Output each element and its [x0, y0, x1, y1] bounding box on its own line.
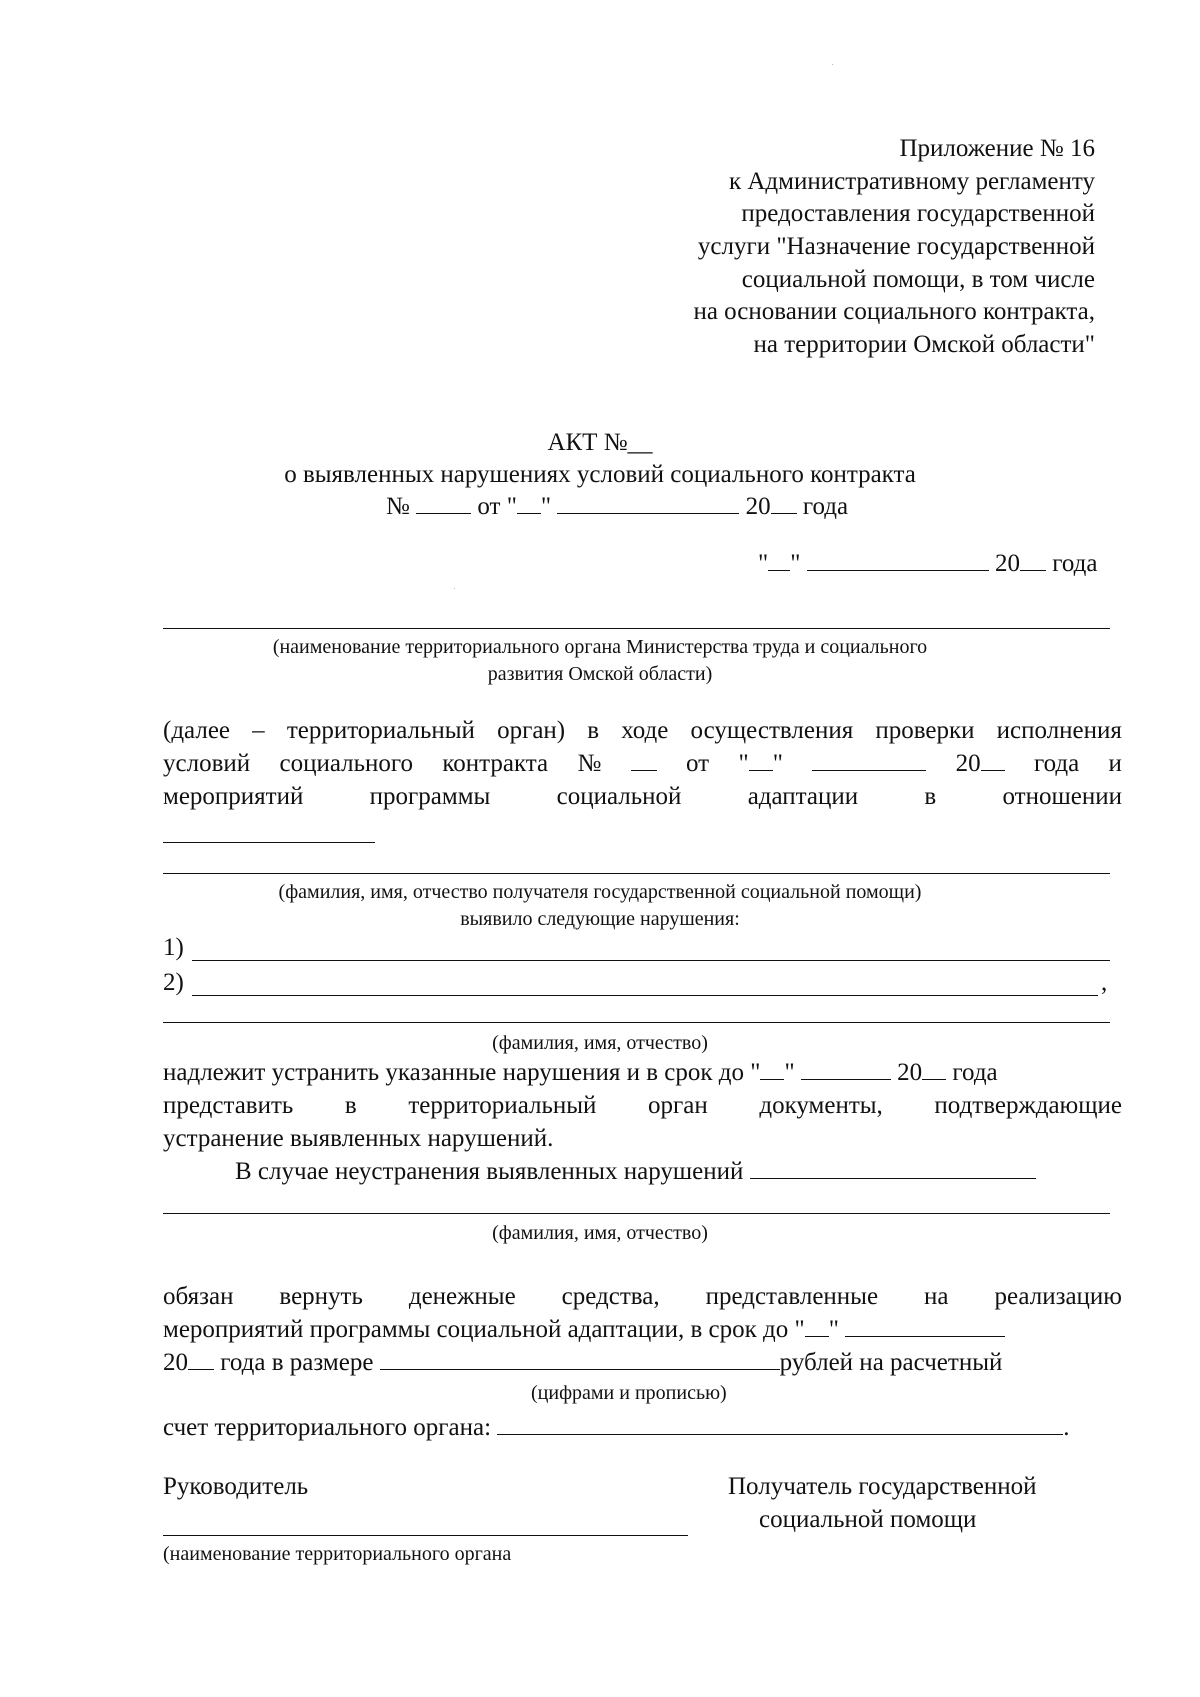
recipient-signature-title: Получатель государственной: [728, 1473, 1037, 1500]
from-label: от ": [477, 493, 517, 520]
year-blank: [188, 1369, 214, 1370]
recipient-caption: (фамилия, имя, отчество получателя государственной социальной помощи): [278, 881, 922, 903]
organ-caption: (наименование территориального органа Министерства труда и социального: [272, 636, 928, 658]
year-blank: [981, 770, 1005, 771]
day-blank: [760, 1079, 784, 1080]
fio-blank: [750, 1178, 1036, 1179]
paragraph-line: мероприятий программы социальной адаптации, в срок до " ": [163, 1317, 1005, 1342]
violation-item-line: [192, 995, 1098, 996]
appendix-line: услуги "Назначение государственной: [697, 233, 1095, 260]
day-blank: [517, 513, 541, 514]
year-blank: [771, 513, 797, 514]
act-date-line: [758, 551, 1097, 576]
contract-number-blank: [631, 770, 657, 771]
year-blank: [922, 1079, 946, 1080]
paragraph-line: счет территориального органа: .: [163, 1414, 1070, 1441]
year-word: года: [802, 493, 849, 520]
head-signature-title: Руководитель: [163, 1473, 309, 1500]
paragraph-line: В случае неустранения выявленных нарушений: [235, 1159, 1036, 1184]
year-word: года: [1052, 550, 1098, 577]
fio-line: [163, 1022, 1110, 1023]
amount-caption: (цифрами и прописью): [531, 1382, 727, 1404]
paragraph-line: 20 года в размере рублей на расчетный: [163, 1349, 1003, 1376]
paragraph-line: (далее – территориальный орган) в ходе осуществления проверки исполнения: [163, 717, 1122, 744]
recipient-name-line-start: [163, 842, 375, 843]
account-blank: [497, 1434, 1063, 1435]
month-blank: [845, 1336, 1005, 1337]
appendix-line: на основании социального контракта,: [693, 298, 1095, 325]
appendix-line: на территории Омской области": [753, 331, 1095, 358]
fio-line: [163, 1213, 1110, 1214]
quote-close: ": [540, 493, 552, 520]
violation-item-number: 1): [163, 934, 184, 961]
act-contract-line: [386, 494, 848, 519]
appendix-line: к Административному регламенту: [728, 168, 1095, 195]
paragraph-line: представить в территориальный орган документы, подтверждающие: [163, 1092, 1122, 1119]
violation-item-line: [192, 960, 1110, 961]
month-blank: [807, 570, 989, 571]
day-blank: [768, 570, 790, 571]
organ-caption: развития Омской области): [487, 663, 713, 685]
month-blank: [812, 770, 926, 771]
year-prefix: 20: [745, 493, 771, 520]
year-blank: [1020, 570, 1046, 571]
paragraph-line: мероприятий программы социальной адаптации в отношении: [163, 783, 1122, 810]
scan-speck: [832, 64, 833, 65]
recipient-signature-title: социальной помощи: [759, 1506, 977, 1533]
amount-blank: [380, 1369, 780, 1370]
appendix-line: предоставления государственной: [741, 200, 1095, 227]
quote-open: ": [758, 550, 769, 577]
scan-speck: [454, 588, 455, 589]
head-signature-line: [163, 1535, 688, 1536]
month-blank: [557, 513, 739, 514]
day-blank: [805, 1336, 829, 1337]
violation-item-number: 2): [163, 969, 184, 996]
act-title: АКТ №__: [547, 429, 653, 456]
day-blank: [749, 770, 773, 771]
quote-close: ": [790, 550, 801, 577]
appendix-number: Приложение № 16: [899, 135, 1095, 162]
contract-number-blank: [416, 513, 471, 514]
act-subject: о выявленных нарушениях условий социального контракта: [284, 461, 916, 488]
appendix-line: социальной помощи, в том числе: [741, 266, 1095, 293]
violations-intro: выявило следующие нарушения:: [460, 908, 740, 930]
head-signature-caption: (наименование территориального органа: [163, 1543, 512, 1565]
paragraph-line: обязан вернуть денежные средства, представленные на реализацию: [163, 1283, 1122, 1310]
number-sign: №: [386, 493, 410, 520]
recipient-name-line: [163, 873, 1110, 874]
fio-caption: (фамилия, имя, отчество): [492, 1032, 708, 1054]
year-prefix: 20: [994, 550, 1020, 577]
violation-item-comma: ,: [1101, 969, 1108, 996]
paragraph-line: условий социального контракта № от " " 20 года и: [163, 750, 1122, 777]
paragraph-line: надлежит устранить указанные нарушения и в срок до " " 20 года: [163, 1059, 998, 1086]
paragraph-line: устранение выявленных нарушений.: [163, 1125, 554, 1152]
fio-caption: (фамилия, имя, отчество): [492, 1222, 708, 1244]
month-blank: [801, 1079, 891, 1080]
organ-name-line: [163, 628, 1110, 629]
